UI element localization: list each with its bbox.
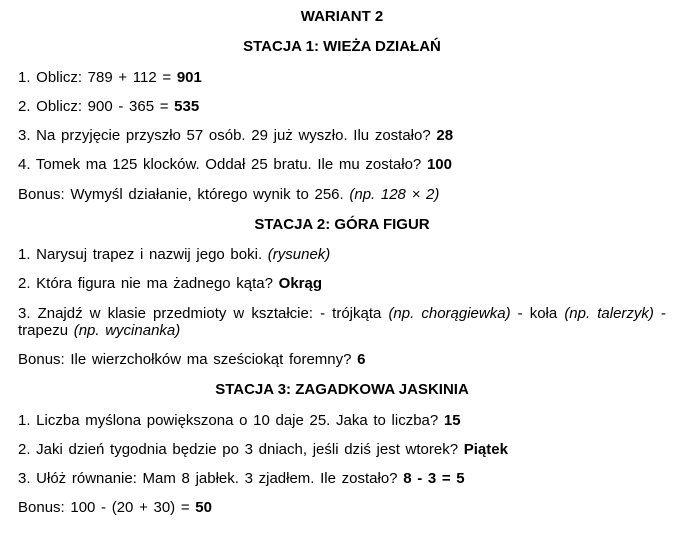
hint-text: (np. wycinanka) bbox=[73, 321, 181, 339]
hint-text: (rysunek) bbox=[267, 246, 331, 263]
question-text: 1. Narysuj trapez i nazwij jego boki. bbox=[18, 246, 268, 263]
page-title: WARIANT 2 bbox=[300, 8, 384, 25]
question-text: Bonus: Wymyśl działanie, którego wynik to 256. bbox=[18, 185, 350, 203]
hint-text: (np. chorągiewka) bbox=[388, 304, 511, 322]
worksheet-line bbox=[18, 127, 666, 144]
worksheet-line bbox=[18, 156, 666, 173]
question-text: - trapezu bbox=[18, 304, 666, 339]
worksheet-line bbox=[18, 499, 666, 516]
question-text: 3. Znajdź w klasie przedmioty w kształcie: - trójkąta bbox=[18, 304, 389, 322]
section-heading: STACJA 2: GÓRA FIGUR bbox=[254, 215, 430, 233]
question-text: Bonus: 100 - (20 + 30) = bbox=[18, 499, 196, 517]
answer-text: 535 bbox=[174, 97, 200, 115]
answer-text: Okrąg bbox=[278, 275, 323, 293]
worksheet-line bbox=[18, 470, 666, 487]
hint-text: (np. 128 × 2) bbox=[349, 185, 440, 203]
worksheet-line bbox=[18, 69, 666, 86]
question-text: 2. Jaki dzień tygodnia będzie po 3 dniach, jeśli dziś jest wtorek? bbox=[18, 440, 464, 458]
question-text: 1. Liczba myślona powiększona o 10 daje 25. Jaka to liczba? bbox=[18, 411, 444, 429]
question-text: 3. Na przyjęcie przyszło 57 osób. 29 już wyszło. Ilu zostało? bbox=[18, 127, 437, 144]
answer-text: 901 bbox=[176, 68, 202, 86]
question-text: 4. Tomek ma 125 klocków. Oddał 25 bratu. Ile mu zostało? bbox=[18, 156, 427, 174]
hint-text: (np. talerzyk) bbox=[564, 304, 654, 322]
worksheet-line bbox=[18, 412, 666, 429]
answer-text: 8 - 3 = 5 bbox=[403, 470, 465, 487]
answer-text: 28 bbox=[436, 127, 454, 144]
question-text: 3. Ułóż równanie: Mam 8 jabłek. 3 zjadłem. Ile zostało? bbox=[18, 470, 404, 487]
section-heading: STACJA 3: ZAGADKOWA JASKINIA bbox=[215, 381, 469, 399]
question-text: 1. Oblicz: 789 + 112 = bbox=[18, 68, 177, 86]
worksheet-line bbox=[18, 98, 666, 115]
answer-text: 6 bbox=[357, 351, 366, 368]
worksheet-line bbox=[18, 246, 666, 263]
worksheet-line bbox=[18, 186, 666, 203]
answer-text: 50 bbox=[195, 499, 212, 517]
answer-text: 15 bbox=[443, 411, 461, 429]
question-text: 2. Oblicz: 900 - 365 = bbox=[18, 97, 175, 115]
worksheet-line bbox=[18, 305, 666, 340]
worksheet-body bbox=[18, 38, 666, 516]
answer-text: 100 bbox=[426, 156, 452, 174]
section-heading: STACJA 1: WIEŻA DZIAŁAŃ bbox=[243, 38, 441, 56]
worksheet-line bbox=[18, 441, 666, 458]
answer-text: Piątek bbox=[463, 440, 508, 458]
worksheet-line bbox=[18, 351, 666, 368]
worksheet-line bbox=[18, 275, 666, 292]
question-text: - koła bbox=[510, 304, 565, 322]
question-text: Bonus: Ile wierzchołków ma sześciokąt foremny? bbox=[18, 351, 358, 368]
question-text: 2. Która figura nie ma żadnego kąta? bbox=[18, 275, 279, 293]
